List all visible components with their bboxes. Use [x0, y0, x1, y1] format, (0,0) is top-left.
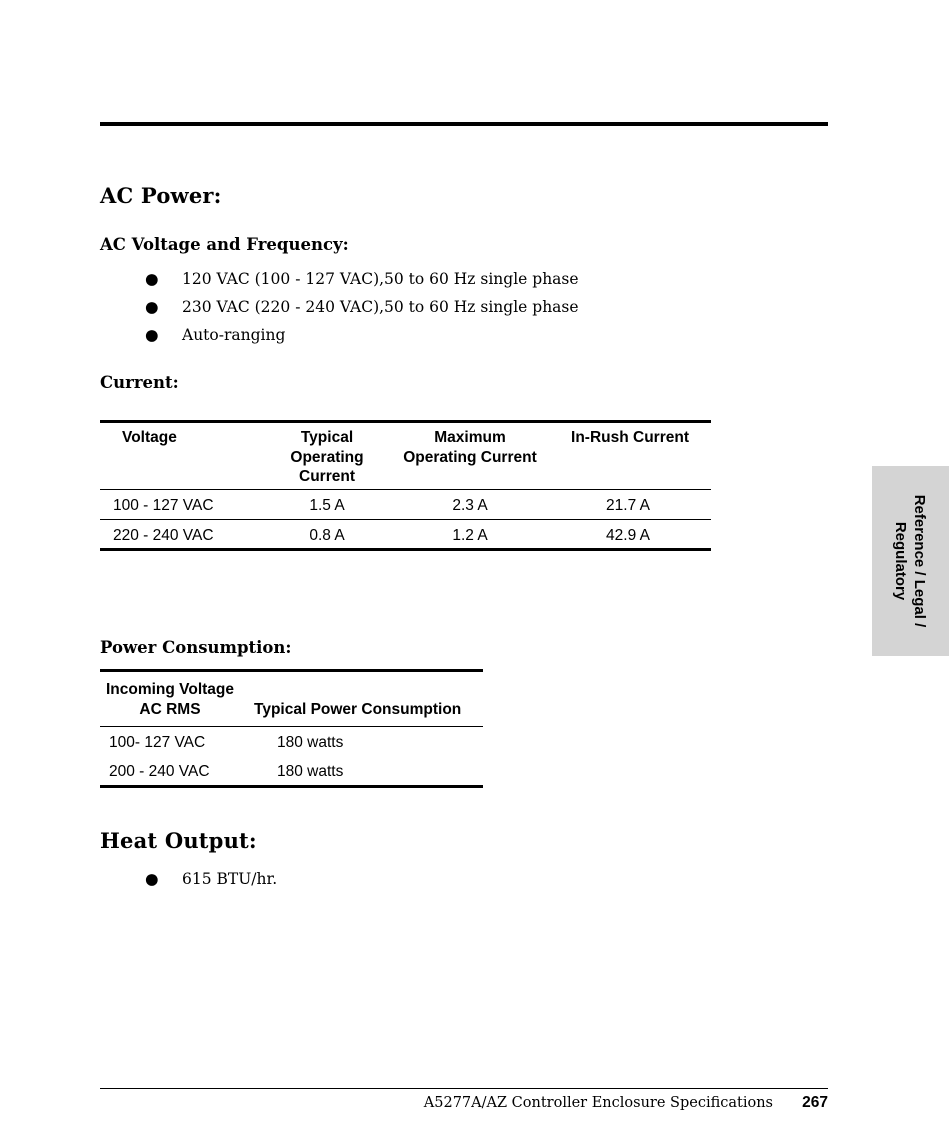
column-header-inrush: In-Rush Current [571, 429, 689, 446]
cell-typical: 0.8 A [309, 527, 345, 544]
cell-voltage: 100- 127 VAC [109, 734, 206, 751]
side-tab-line: Reference / Legal / [911, 494, 928, 628]
footer-rule [100, 1088, 828, 1089]
page-number: 267 [802, 1094, 828, 1111]
column-header-typical [272, 428, 382, 487]
section-title-ac-power: AC Power: [100, 183, 222, 208]
table-rule [100, 420, 711, 423]
table-rule [100, 726, 483, 727]
list-item-frequency: 50 to 60 Hz single phase [384, 298, 579, 316]
cell-voltage: 100 - 127 VAC [113, 497, 214, 514]
column-header-typical-power: Typical Power Consumption [254, 701, 462, 718]
column-header-line: Maximum [434, 429, 506, 446]
column-header-line: AC RMS [139, 700, 201, 718]
column-header-line: Current [299, 468, 355, 485]
section-title-heat-output: Heat Output: [100, 828, 257, 853]
cell-inrush: 21.7 A [606, 497, 650, 514]
table-rule [100, 519, 711, 520]
bullet-icon: ● [145, 298, 159, 316]
column-header-line: Typical [300, 429, 354, 446]
bullet-icon: ● [145, 870, 159, 888]
table-rule [100, 548, 711, 551]
list-item-voltage: 120 VAC (100 - 127 VAC), [182, 270, 385, 288]
column-header-line: Operating Current [403, 448, 537, 466]
list-item-voltage: Auto-ranging [182, 326, 286, 344]
table-rule [100, 489, 711, 490]
table-rule [100, 785, 483, 788]
bullet-icon: ● [145, 270, 159, 288]
cell-voltage: 220 - 240 VAC [113, 527, 214, 544]
column-header-incoming-voltage [100, 680, 240, 719]
table-rule [100, 669, 483, 672]
cell-voltage: 200 - 240 VAC [109, 763, 210, 780]
list-item-voltage: 230 VAC (220 - 240 VAC), [182, 298, 385, 316]
bullet-icon: ● [145, 326, 159, 344]
subheading-power-consumption: Power Consumption: [100, 638, 292, 657]
section-side-tab [872, 466, 949, 656]
footer-document-title: A5277A/AZ Controller Enclosure Specifications [423, 1095, 773, 1111]
subheading-current: Current: [100, 373, 179, 392]
side-tab-line: Regulatory [892, 521, 909, 601]
column-header-line: Operating [290, 448, 364, 466]
column-header-voltage: Voltage [122, 429, 177, 446]
cell-typical: 1.5 A [309, 497, 345, 514]
top-rule [100, 122, 828, 126]
cell-inrush: 42.9 A [606, 527, 650, 544]
column-header-maximum [395, 428, 545, 467]
subheading-voltage-frequency: AC Voltage and Frequency: [100, 235, 349, 254]
cell-power: 180 watts [277, 734, 344, 751]
side-tab-label [891, 466, 929, 656]
cell-maximum: 2.3 A [452, 497, 488, 514]
list-item-frequency: 50 to 60 Hz single phase [384, 270, 579, 288]
column-header-line: Incoming Voltage [105, 681, 235, 698]
cell-power: 180 watts [277, 763, 344, 780]
list-item-text: 615 BTU/hr. [182, 870, 278, 888]
cell-maximum: 1.2 A [452, 527, 488, 544]
